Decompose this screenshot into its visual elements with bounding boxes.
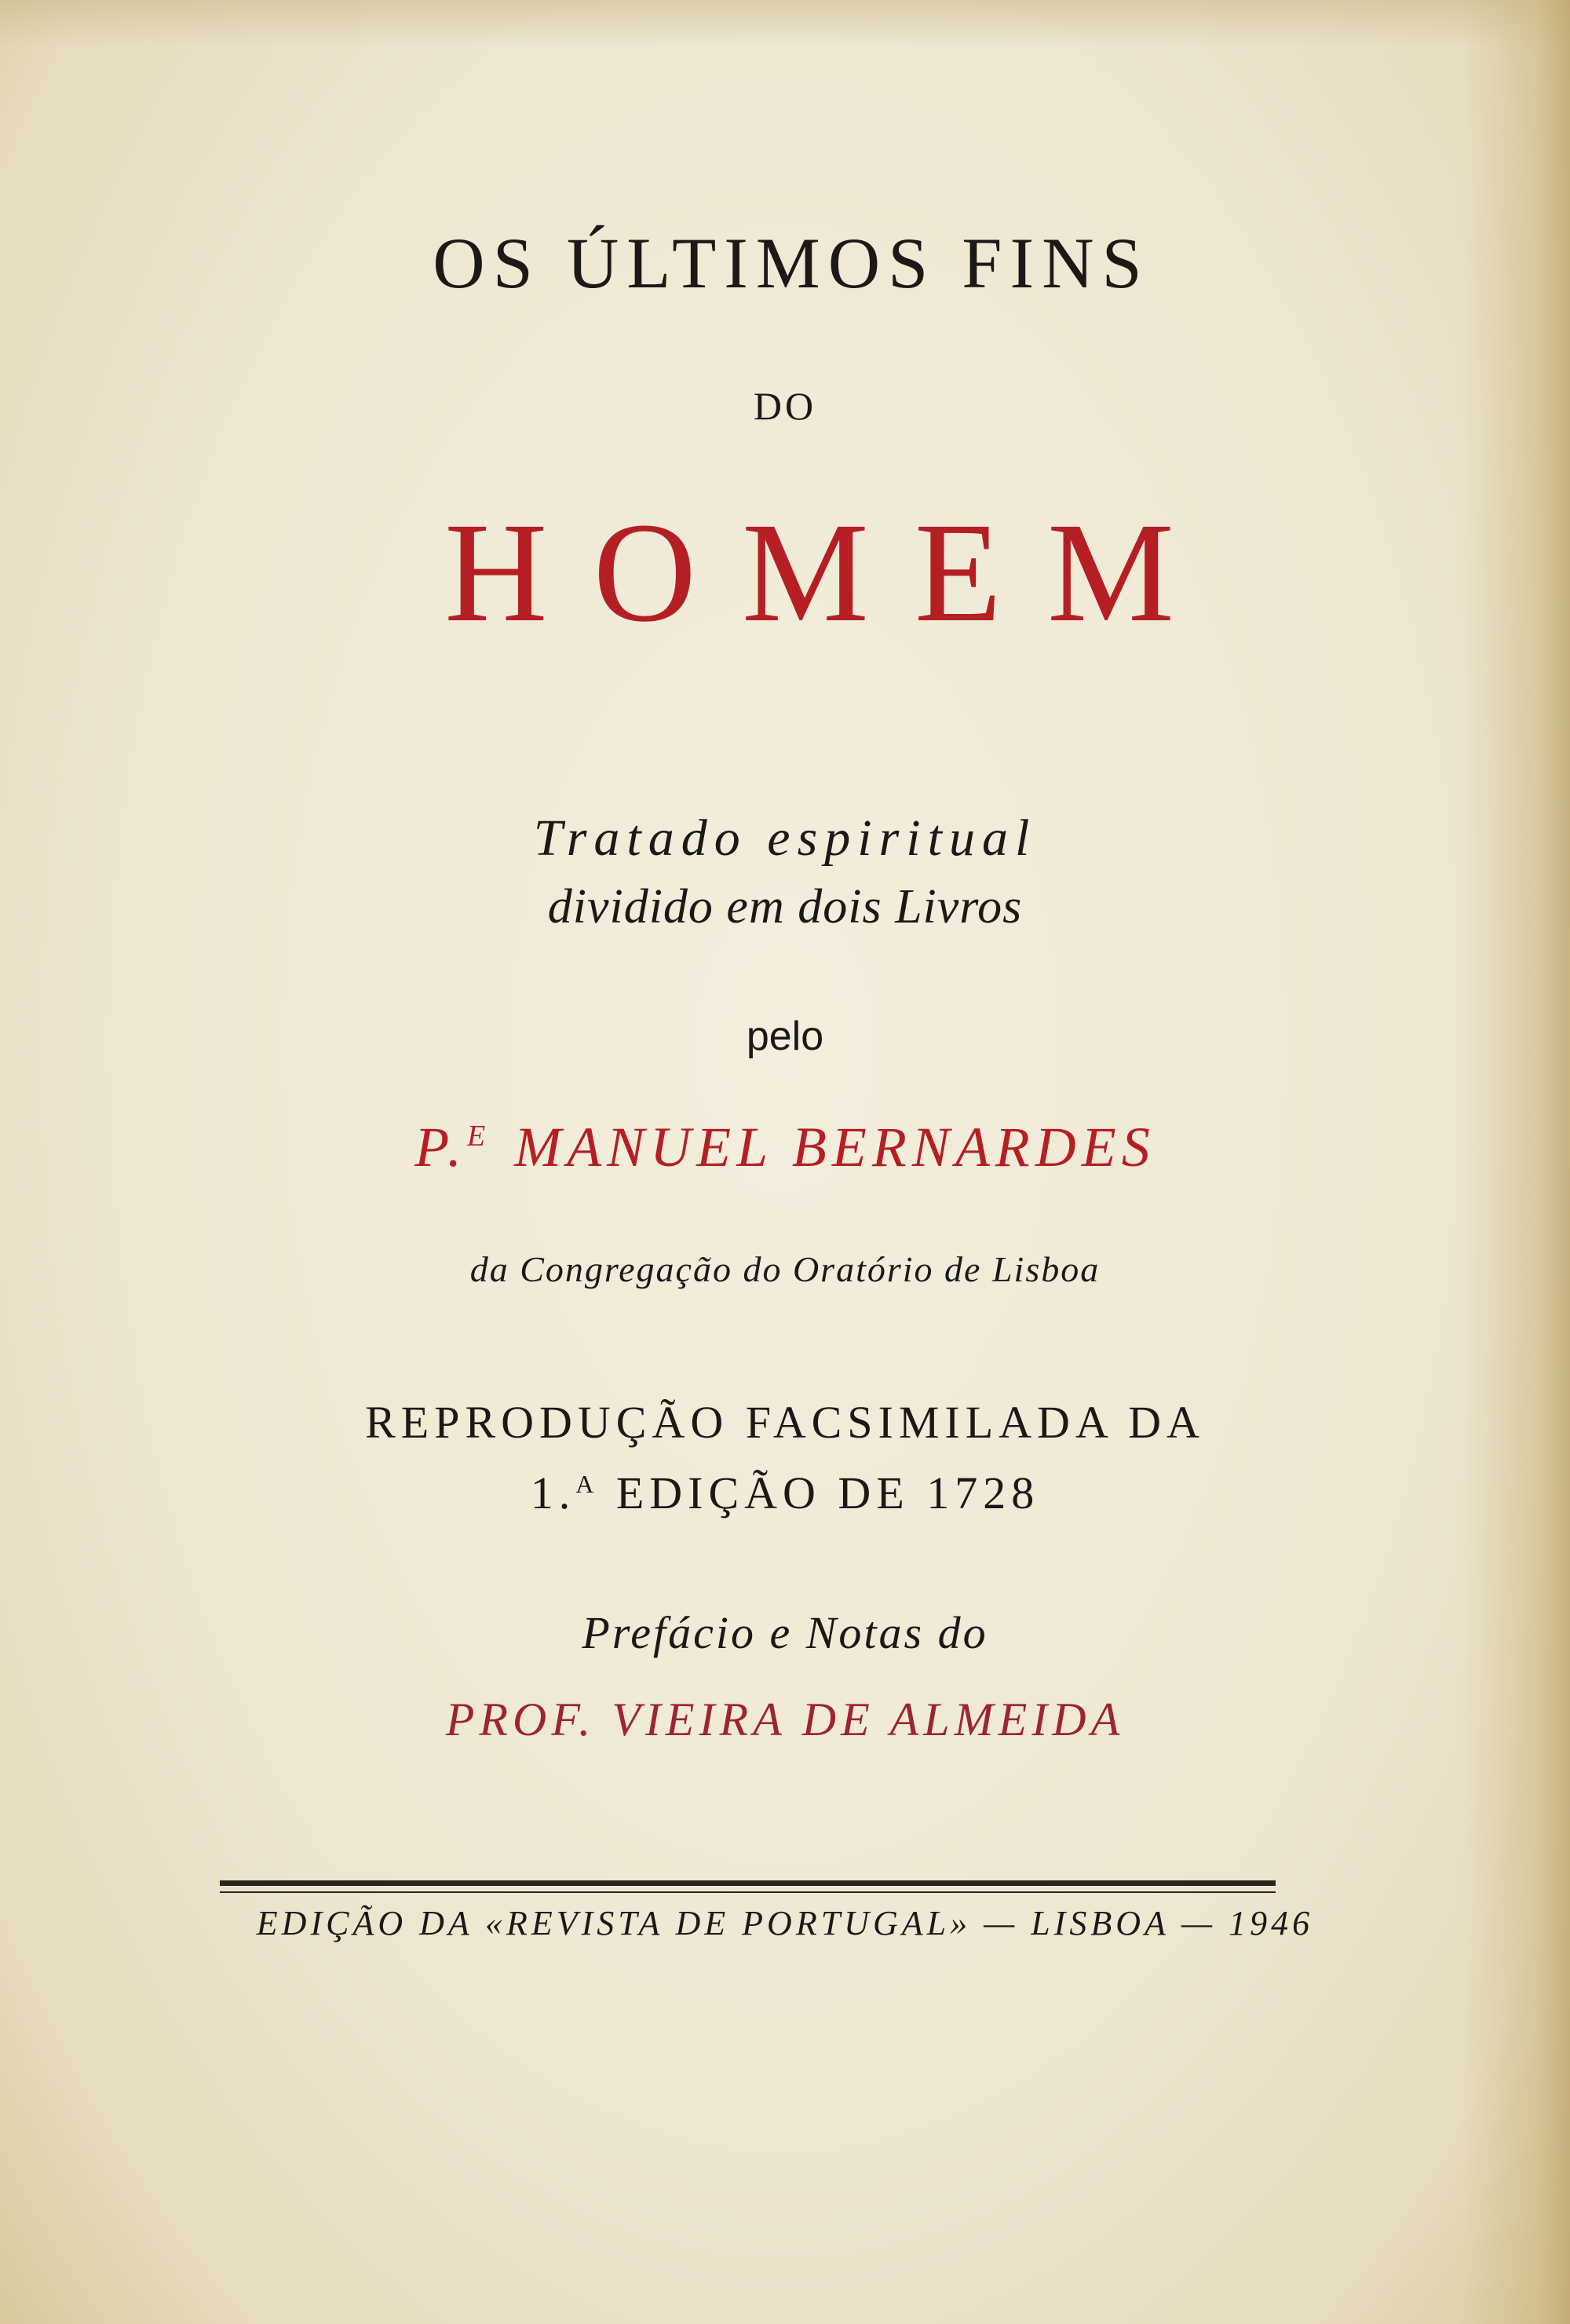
title-line-2: DO — [753, 384, 817, 428]
author-prefix: P. — [414, 1116, 467, 1178]
title-line-1: OS ÚLTIMOS FINS — [433, 223, 1150, 303]
author-name-text: MANUEL BERNARDES — [514, 1116, 1156, 1178]
author-name — [0, 1115, 1570, 1180]
imprint-rule-thin — [220, 1891, 1276, 1893]
congregation-line: da Congregação do Oratório de Lisboa — [469, 1249, 1101, 1289]
reproduction-line-2 — [0, 1467, 1570, 1519]
paper-edge-shading-top — [0, 0, 1570, 47]
imprint-rule-thick — [220, 1880, 1276, 1886]
subtitle-line-1: Tratado espiritual — [533, 809, 1037, 867]
edition-number-superscript: A — [575, 1470, 600, 1498]
subtitle-line-2: dividido em dois Livros — [547, 880, 1023, 934]
author-prefix-superscript: E — [466, 1120, 491, 1153]
title-main-word: HOMEM — [444, 494, 1220, 652]
edition-number: 1. — [530, 1467, 576, 1518]
preface-label: Prefácio e Notas do — [582, 1607, 988, 1658]
edition-year-text: EDIÇÃO DE 1728 — [599, 1467, 1040, 1518]
by-word: pelo — [746, 1014, 824, 1059]
imprint-line: EDIÇÃO DA «REVISTA DE PORTUGAL» — LISBOA — 1946 — [256, 1904, 1314, 1942]
preface-editor: PROF. VIEIRA DE ALMEIDA — [445, 1694, 1125, 1745]
reproduction-line-1: REPRODUÇÃO FACSIMILADA DA — [365, 1397, 1205, 1448]
